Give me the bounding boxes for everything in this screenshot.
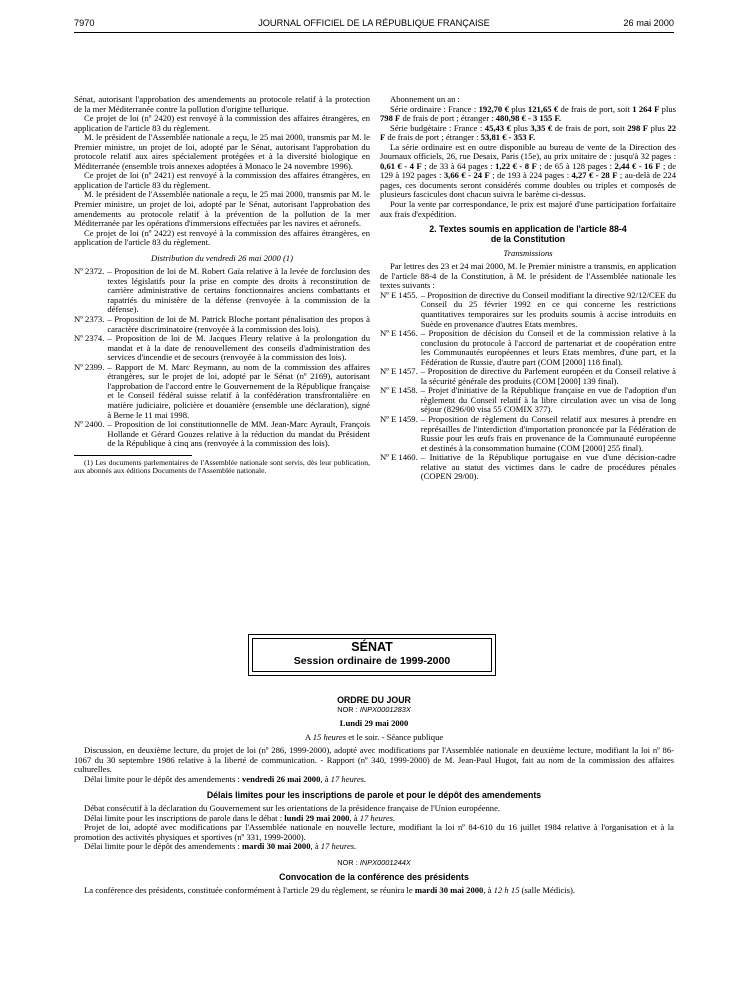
- senat-section: [74, 695, 674, 896]
- item-number: Nº 2374.: [74, 333, 105, 344]
- deadlines-amendments: Délai limite pour le dépôt des amendements : mardi 30 mai 2000, à 17 heures.: [84, 841, 357, 852]
- item-number: Nº E 1458.: [380, 385, 418, 396]
- item-number: Nº E 1460.: [380, 452, 418, 463]
- item-number: Nº E 1455.: [380, 289, 418, 300]
- item-text: – Proposition de décision du Conseil et de la commission relative à la conclusion du protocole à l'accord de partenariat et de coopération entre les Communautés européennes et leurs Etats membres, d'une part, et la Fédération de Russie, d'autre part (COM [2000] 118 final).: [420, 328, 676, 367]
- deadlines-debate: Débat consécutif à la déclaration du Gouvernement sur les orientations de la présidence française de l'Union européenne.: [84, 803, 501, 814]
- item-number: Nº 2399.: [74, 361, 105, 372]
- item-text: – Projet d'initiative de la République française en vue de l'adoption d'un règlement du Conseil relatif à la libre circulation avec un visa de long séjour (8296/00 visa 55 COMIX 377).: [420, 385, 676, 415]
- amendment-deadline: Délai limite pour le dépôt des amendements : vendredi 26 mai 2000, à 17 heures.: [84, 773, 367, 784]
- transmissions-title: Transmissions: [503, 247, 553, 258]
- mail-order-note: Pour la vente par correspondance, le prix est majoré d'une participation forfaitaire aux frais d'expédition.: [380, 199, 676, 219]
- distribution-item: [74, 420, 370, 449]
- transmission-item: [380, 367, 676, 386]
- item-number: Nº E 1459.: [380, 414, 418, 424]
- issue-date: 26 mai 2000: [623, 18, 674, 28]
- subscription-title: Abonnement un an :: [390, 94, 460, 104]
- item-number: Nº 2400.: [74, 419, 105, 430]
- item-text: – Proposition de loi de M. Jacques Fleury relative à la prolongation du mandat et à la date de renouvellement des conseils d'administration des services d'incendie et de secours (renvoyée à la commission des lois).: [107, 333, 370, 363]
- item-text: – Proposition de directive du Conseil modifiant la directive 92/12/CEE du Conseil du 25 février 1992 en ce qui concerne les restrictions quantitatives temporaires sur les produits soumis à accise introduits en Suède en provenance d'autres Etats membres.: [420, 289, 676, 329]
- item-text: – Proposition de loi de M. Patrick Bloche portant pénalisation des propos à caractère discriminatoire (renvoyée à la commission des lois).: [107, 314, 370, 334]
- deadlines-bill: Projet de loi, adopté avec modifications par l'Assemblée nationale en nouvelle lecture, modifiant la loi nº 84-610 du 16 juillet 1984 relative à l'organisation et à la promotion des activités physiques et sportives (nº 331, 1999-2000).: [74, 822, 674, 842]
- section-title-line2: de la Constitution: [490, 233, 566, 244]
- footnote: (1) Les documents parlementaires de l'Assemblée nationale sont servis, dès leur publication, aux abonnés aux éditions Documents de l'Assemblée nationale.: [74, 457, 370, 476]
- deadlines-speaking: Délai limite pour les inscriptions de parole dans le débat : lundi 29 mai 2000, à 17 heures.: [84, 812, 396, 823]
- left-column: [74, 95, 370, 476]
- item-text: – Proposition de directive du Parlement européen et du Conseil relative à la sécurité générale des produits (COM [2000] 139 final).: [420, 366, 676, 386]
- intro-paragraph: Ce projet de loi (nº 2421) est renvoyé à la commission des affaires étrangères, en application de l'article 83 du règlement.: [74, 170, 370, 190]
- item-text: – Proposition de loi de M. Robert Gaïa relative à la levée de forclusion des textes législatifs pour la prise en compte des droits à reconstitution de carrière administrative de certains fonctionnaires anciens combattants et rapatriés du ministère de la défense (renvoyée à la commission de la défense).: [107, 266, 370, 315]
- header-rule: [74, 32, 674, 33]
- item-text: – Proposition de loi constitutionnelle de MM. Jean-Marc Ayrault, François Hollande et Gérard Gouzes relative à la réduction du mandat du Président de la République à cinq ans (renvoyée à la commission des lois).: [107, 419, 370, 449]
- senat-title: SÉNAT: [351, 640, 393, 654]
- transmissions-intro: Par lettres des 23 et 24 mai 2000, M. le Premier ministre a transmis, en application de l'article 88-4 de la Constitution, à M. le président de l'Assemblée nationale les textes suivants :: [380, 261, 676, 291]
- page-number: 7970: [74, 18, 95, 28]
- transmission-item: [380, 291, 676, 329]
- unit-prices: La série ordinaire est en outre disponible au bureau de vente de la Direction des Journaux officiels, 26, rue Desaix, Paris (15e), au prix unitaire de : jusqu'à 32 pages : 0,61 € - 4 F ; de 33 à 64 pages : 1,22 € - 8 F ; de 65 à 128 pages : 2,44 € - 16 F ; de 129 à 192 pages : 3,66 € - 24 F ; de 193 à 224 pages : 4,27 € - 28 F ; au-delà de 224 pages, ces documents seront considérés comme doubles ou triples et composés de plusieurs fascicules dont chacun suivra le barème ci-dessus.: [380, 141, 677, 200]
- distribution-item: [74, 267, 370, 315]
- item-number: Nº 2372.: [74, 266, 105, 277]
- convocation-text: La conférence des présidents, constituée conformément à l'article 29 du règlement, se réunira le mardi 30 mai 2000, à 12 h 15 (salle Médicis).: [84, 885, 576, 896]
- intro-paragraph: Ce projet de loi (nº 2420) est renvoyé à la commission des affaires étrangères, en application de l'article 83 du règlement.: [74, 113, 370, 133]
- transmission-item: [380, 329, 676, 367]
- distribution-item: [74, 315, 370, 334]
- nor-reference-2: NOR : INPX0001244X: [337, 858, 411, 868]
- item-number: Nº 2373.: [74, 314, 105, 325]
- deadlines-title: Délais limites pour les inscriptions de parole et pour le dépôt des amendements: [206, 790, 542, 801]
- transmission-item: [380, 386, 676, 415]
- transmission-item: [380, 415, 676, 453]
- item-number: Nº E 1456.: [380, 328, 418, 339]
- right-column: [380, 95, 676, 482]
- distribution-item: [74, 363, 370, 420]
- section-title: 2. Textes soumis en application de l'article 88-4: [429, 224, 627, 235]
- item-number: Nº E 1457.: [380, 366, 418, 377]
- distribution-item: [74, 334, 370, 363]
- intro-paragraph: Ce projet de loi (nº 2422) est renvoyé à la commission des affaires étrangères, en application de l'article 83 du règlement.: [74, 227, 370, 248]
- item-text: – Proposition de règlement du Conseil relatif aux mesures à prendre en représailles de l'interdiction d'importation prononcée par la Fédération de Russie pour les œufs frais en provenance de la Communauté européenne et destinés à la consommation humaine (COM [2000] 255 final).: [420, 414, 676, 453]
- session-day: Lundi 29 mai 2000: [339, 718, 409, 728]
- session-time: A 15 heures et le soir. - Séance publique: [304, 731, 444, 742]
- intro-paragraph: Sénat, autorisant l'approbation des amendements au protocole relatif à la protection de la mer Méditerranée contre la pollution d'origine tellurique.: [74, 94, 370, 114]
- discussion-text: Discussion, en deuxième lecture, du projet de loi (nº 286, 1999-2000), adopté avec modifications par l'Assemblée nationale en deuxième lecture, modifiant la loi nº 86-1067 du 30 septembre 1986 relative à la liberté de communication. - Rapport (nº 340, 1999-2000) de M. Jean-Paul Hugot, fait au nom de la commission des affaires culturelles.: [74, 745, 674, 775]
- session-subtitle: Session ordinaire de 1999-2000: [293, 655, 451, 667]
- transmission-item: [380, 453, 676, 482]
- subscription-budget: Série budgétaire : France : 45,43 € plus 3,35 € de frais de port, soit 298 F plus 22 F de frais de port ; étranger : 53,81 € - 353 F.: [380, 122, 677, 143]
- intro-paragraph: M. le président de l'Assemblée nationale a reçu, le 25 mai 2000, transmis par M. le Premier ministre, un projet de loi, adopté par le Sénat, autorisant l'approbation du protocole relatif aux aires spécialement protégées et à la diversité biologique en Méditerranée (ensemble trois annexes adoptées à Monaco le 24 novembre 1996).: [74, 132, 370, 171]
- intro-paragraph: M. le président de l'Assemblée nationale a reçu, le 25 mai 2000, transmis par M. le Premier ministre, un projet de loi, adopté par le Sénat, autorisant l'approbation des amendements au protocole relatif à la prévention de la pollution de la mer Méditerranée par les opérations d'immersions effectuées par les navires et aéronefs.: [74, 189, 370, 229]
- footnote-rule: [74, 455, 192, 456]
- senat-banner: [248, 634, 496, 676]
- item-text: – Initiative de la République portugaise en vue d'une décision-cadre relative au statut des victimes dans le cadre de procédures pénales (COPEN 29/00).: [420, 452, 676, 482]
- convocation-title: Convocation de la conférence des présidents: [279, 872, 469, 883]
- journal-title: JOURNAL OFFICIEL DE LA RÉPUBLIQUE FRANÇAISE: [258, 18, 490, 28]
- nor-reference: NOR : INPX0001283X: [337, 705, 411, 714]
- senat-banner-inner: [252, 638, 492, 672]
- item-text: – Rapport de M. Marc Reymann, au nom de la commission des affaires étrangères, sur le projet de loi, adopté par le Sénat (nº 2169), autorisant l'approbation de l'accord entre le Gouvernement de la République française et le Conseil fédéral suisse relatif à la confédération transfrontalière en matière judiciaire, policière et douanière (ensemble une déclaration), signé à Berne le 11 mai 1998.: [107, 361, 370, 420]
- subscription-ordinary: Série ordinaire : France : 192,70 € plus 121,65 € de frais de port, soit 1 264 F plus 798 F de frais de port ; étranger : 480,98 € - 3 155 F.: [380, 103, 677, 124]
- page-header: [74, 18, 674, 32]
- distribution-title: Distribution du vendredi 26 mai 2000 (1): [151, 252, 293, 263]
- ordre-du-jour-title: ORDRE DU JOUR: [337, 695, 411, 705]
